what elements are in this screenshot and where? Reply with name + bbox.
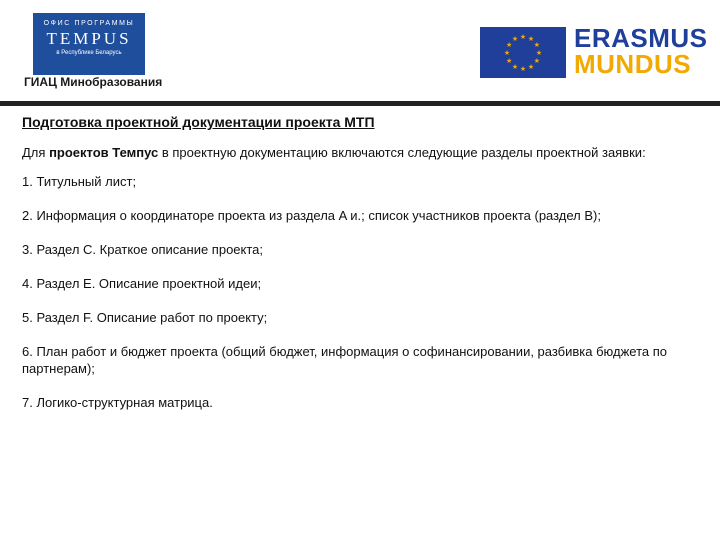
eu-star-icon: ★ bbox=[519, 66, 527, 73]
eu-star-icon: ★ bbox=[503, 50, 511, 57]
intro-paragraph bbox=[22, 144, 672, 161]
list-item: 1. Титульный лист; bbox=[22, 174, 137, 189]
list-item: 5. Раздел F. Описание работ по проекту; bbox=[22, 310, 268, 325]
eu-star-icon: ★ bbox=[505, 42, 513, 49]
intro-text-start: Для bbox=[22, 145, 46, 160]
eu-star-icon: ★ bbox=[505, 58, 513, 65]
tempus-logo bbox=[33, 13, 145, 75]
eu-star-icon: ★ bbox=[519, 34, 527, 41]
intro-text-end: в проектную документацию включаются следующие разделы проектной заявки: bbox=[161, 145, 646, 160]
org-label: ГИАЦ Минобразования bbox=[24, 75, 163, 89]
eu-star-icon: ★ bbox=[533, 42, 541, 49]
eu-star-icon: ★ bbox=[511, 36, 519, 44]
list-item: 7. Логико-структурная матрица. bbox=[22, 395, 213, 410]
erasmus-word: ERASMUS bbox=[574, 23, 708, 53]
eu-star-icon: ★ bbox=[535, 50, 543, 57]
mundus-word: MUNDUS bbox=[574, 49, 692, 79]
page-title: Подготовка проектной документации проекта МТП bbox=[22, 114, 375, 130]
eu-flag-icon bbox=[480, 27, 566, 78]
eu-star-icon: ★ bbox=[527, 63, 535, 71]
intro-emphasis: проектов Темпус bbox=[49, 145, 159, 160]
list-item: 3. Раздел C. Краткое описание проекта; bbox=[22, 242, 264, 257]
document-body bbox=[22, 144, 672, 428]
eu-star-icon: ★ bbox=[533, 58, 541, 65]
erasmus-mundus-logo bbox=[574, 25, 708, 77]
list-item: 6. План работ и бюджет проекта (общий бюджет, информация о софинансировании, разбивка бюджета по партнерам); bbox=[22, 344, 668, 376]
eu-star-icon: ★ bbox=[511, 63, 519, 71]
list-item: 4. Раздел E. Описание проектной идеи; bbox=[22, 276, 262, 291]
tempus-logo-line1: ОФИС ПРОГРАММЫ bbox=[43, 20, 135, 27]
list-item: 2. Информация о координаторе проекта из раздела A и.; список участников проекта (раздел B); bbox=[22, 208, 601, 223]
eu-star-icon: ★ bbox=[527, 36, 535, 44]
tempus-logo-line3: в Республике Беларусь bbox=[56, 50, 122, 56]
header-divider bbox=[0, 101, 720, 106]
tempus-logo-wordmark: TEMPUS bbox=[46, 29, 132, 48]
